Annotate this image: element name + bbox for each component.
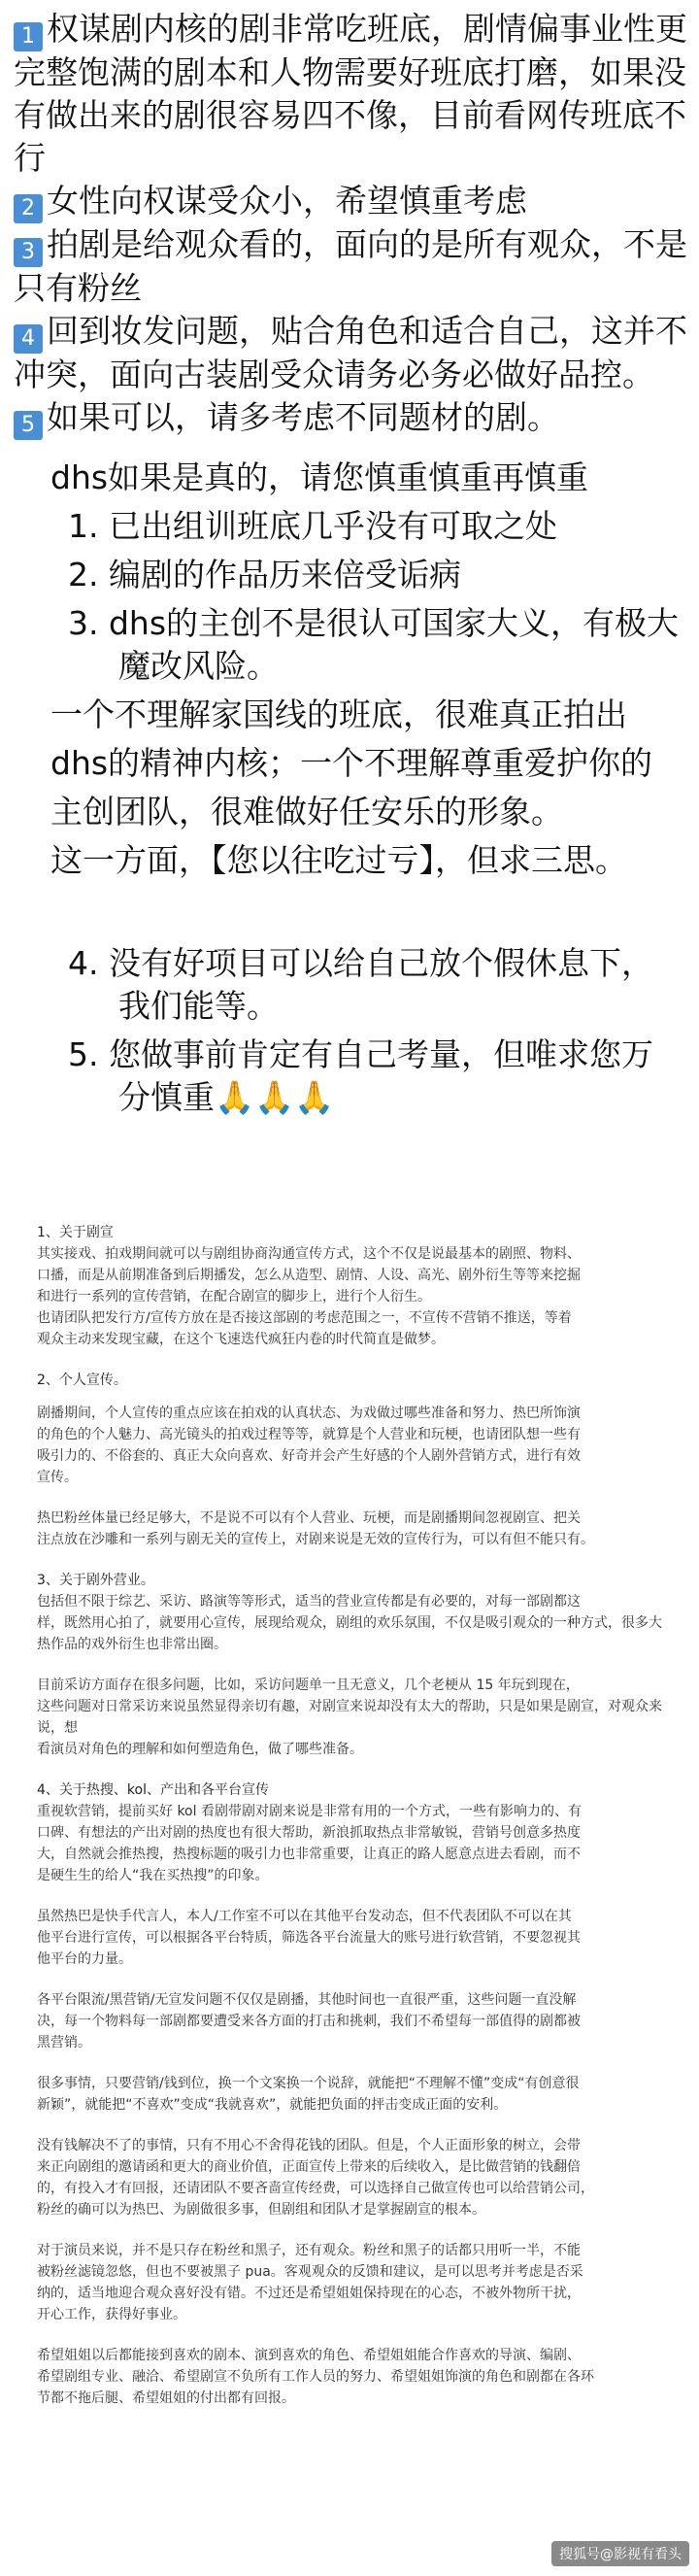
note-item-5 (14, 396, 689, 440)
text-line: 宣传。 (37, 1470, 78, 1485)
text-line: 对于演员来说，并不是只存在粉丝和黑子，还有观众。粉丝和黑子的话都只用听一半，不能 (37, 2243, 581, 2258)
list-item-4: 4. 没有好项目可以给自己放个假休息下， (68, 944, 653, 982)
note-text: 女性向权谋受众小，希望慎重考虑 (47, 182, 527, 220)
note-item-3 (14, 223, 689, 310)
text-line: 剧播期间，个人宣传的重点应该在拍戏的认真状态、为戏做过哪些准备和努力、热巴所饰演 (37, 1406, 581, 1421)
text-line: 重视软营销，提前买好 kol 看剧带剧对剧来说是非常有用的一个方式，一些有影响力的、有 (37, 1804, 582, 1819)
text-line: 决，每一个物料每一部剧都要遭受来各方面的打击和挑刺，我们不希望每一部值得的剧都被 (37, 2014, 581, 2029)
list-item-4-cont: 我们能等。 (118, 987, 279, 1025)
list-item-3-cont: 魔改风险。 (118, 647, 279, 685)
text-line: 希望剧组专业、融洽、希望剧宣不负所有工作人员的努力、希望姐姐饰演的角色和剧都在各环 (37, 2369, 594, 2385)
note-text: 如果可以，请多考虑不同题材的剧。 (47, 398, 559, 436)
number-1-badge: 1 (14, 22, 43, 51)
article (37, 1222, 668, 2409)
text-line: 来正向剧组的邀请函和更大的商业价值，正面宣传上带来的后续收入，是比做营销的钱翻倍 (37, 2159, 581, 2175)
note-text: 拍剧是给观众看的，面向的是所有观众，不是只有粉丝 (14, 225, 687, 307)
text-line: 样，既然用心拍了，就要用心宣传，展现给观众，剧组的欢乐氛围，不仅是吸引观众的一种方式，很多大 (37, 1615, 662, 1631)
list-item-5: 5. 您做事前肯定有自己考量，但唯求您万 (68, 1035, 653, 1073)
text-line: 很多事情，只要营销/钱到位，换一个文案换一个说辞，就能把“不理解不懂”变成“有创意很 (37, 2076, 580, 2091)
text-line: 也请团队把发行方/宣传方放在是否接这部剧的考虑范围之一，不宣传不营销不推送，等着 (37, 1310, 572, 1326)
text-line: 是硬生生的给人“我在买热搜”的印象。 (37, 1868, 269, 1883)
text-line: 大，自然就会推热搜，热搜标题的吸引力也非常重要，让真正的路人愿意点进去看剧，而不 (37, 1847, 581, 1862)
text-line: 目前采访方面存在很多问题，比如，采访问题单一且无意义，几个老梗从 15 年玩到现在， (37, 1678, 580, 1693)
text-line: 节都不拖后腿、希望姐姐的付出都有回报。 (37, 2390, 295, 2406)
note-item-4 (14, 310, 689, 396)
text-line: 希望姐姐以后都能接到喜欢的剧本、演到喜欢的角色、希望姐姐能合作喜欢的导演、编剧、 (37, 2348, 581, 2363)
paragraph-line: 一个不理解家国线的班底，很难真正拍出 (50, 695, 627, 733)
number-4-badge: 4 (14, 324, 43, 354)
section-heading: 3、关于剧外营业。 (37, 1573, 154, 1588)
text-line: 粉丝的确可以为热巴、为剧做很多事，但剧组和团队才是掌握剧宣的根本。 (37, 2202, 485, 2218)
text-line: 吸引力的、不俗套的、真正大众向喜欢、好奇并会产生好感的个人剧外营销方式，进行有效 (37, 1448, 581, 1464)
list-item-5-cont: 分慎重🙏🙏🙏 (118, 1078, 335, 1116)
text-line: 虽然热巴是快手代言人，本人/工作室不可以在其他平台发动态，但不代表团队不可以在其 (37, 1909, 572, 1924)
caution-line: 这一方面，【您以往吃过亏】，但求三思。 (50, 841, 627, 879)
text-line: 观众主动来发现宝藏，在这个飞速迭代疯狂内卷的时代简直是做梦。 (37, 1332, 445, 1347)
text-line: 热巴粉丝体量已经足够大，不是说不可以有个人营业、玩梗，而是剧播期间忽视剧宣、把关 (37, 1510, 581, 1526)
text-line: 热作品的戏外衍生也非常出圈。 (37, 1637, 227, 1652)
intro-line: dhs如果是真的，请您慎重慎重再慎重 (50, 458, 589, 496)
numbered-notes (14, 8, 689, 440)
note-text: 权谋剧内核的剧非常吃班底，剧情偏事业性更完整饱满的剧本和人物需要好班底打磨，如果没有做出来的剧很容易四不像，目前看网传班底不行 (14, 10, 687, 177)
text-line: 纳的，适当地迎合观众喜好没有错。不过还是希望姐姐保持现在的心态，不被外物所干扰， (37, 2286, 581, 2301)
section-heading: 2、个人宣传。 (37, 1373, 127, 1388)
list-item-1: 1. 已出组训班底几乎没有可取之处 (68, 507, 557, 545)
text-line: 的，有投入才有回报，还请团队不要吝啬宣传经费，可以选择自己做宣传也可以给营销公司， (37, 2181, 594, 2196)
text-line: 没有钱解决不了的事情，只有不用心不舍得花钱的团队。但是，个人正面形象的树立，会带 (37, 2138, 581, 2153)
dhs-notes (50, 457, 691, 1119)
text-line: 他平台的力量。 (37, 1951, 132, 1967)
text-line: 口播，而是从前期准备到后期播发，怎么从造型、剧情、人设、高光、剧外衍生等等来挖掘 (37, 1268, 581, 1283)
text-line: 黑营销。 (37, 2035, 91, 2051)
number-3-badge: 3 (14, 238, 43, 267)
list-item-2: 2. 编剧的作品历来倍受诟病 (68, 556, 461, 593)
text-line: 这些问题对日常采访来说虽然显得亲切有趣，对剧宣来说却没有太大的帮助，只是如果是剧宣，对观众来说，想 (37, 1699, 662, 1736)
text-line: 他平台进行宣传，可以根据各平台特质，筛选各平台流量大的账号进行软营销，不要忽视其 (37, 1930, 581, 1946)
section-heading: 4、关于热搜、kol、产出和各平台宣传 (37, 1782, 269, 1798)
text-line: 开心工作，获得好事业。 (37, 2307, 186, 2322)
text-line: 其实接戏、拍戏期间就可以与剧组协商沟通宣传方式，这个不仅是说最基本的剧照、物料、 (37, 1246, 581, 1262)
text-line: 注点放在沙雕和一系列与剧无关的宣传上，对剧来说是无效的宣传行为，可以有但不能只有。 (37, 1532, 594, 1547)
text-line: 新颖”，就能把“不喜欢”变成“我就喜欢”，就能把负面的抨击变成正面的安利。 (37, 2097, 508, 2113)
number-2-badge: 2 (14, 194, 43, 223)
text-line: 各平台限流/黑营销/无宣发问题不仅仅是剧播，其他时间也一直很严重，这些问题一直没解 (37, 1992, 577, 2008)
number-5-badge: 5 (14, 411, 43, 440)
note-item-2 (14, 180, 689, 223)
text-line: 被粉丝滤镜忽悠，但也不要被黑子 pua。客观观众的反馈和建议，是可以思考并考虑是否采 (37, 2264, 583, 2280)
list-item-3: 3. dhs的主创不是很认可国家大义，有极大 (68, 604, 680, 642)
text-line: 和进行一系列的宣传营销，在配合剧宣的脚步上，进行个人衍生。 (37, 1289, 431, 1305)
section-heading: 1、关于剧宣 (37, 1225, 114, 1240)
text-line: 口碑、有想法的产出对剧的热度也有很大帮助，新浪抓取热点非常敏锐，营销号创意多热度 (37, 1825, 581, 1841)
note-item-1 (14, 8, 689, 180)
watermark: 搜狐号@影视有看头 (551, 2541, 689, 2566)
paragraph-line: 主创团队，很难做好任安乐的形象。 (50, 793, 563, 830)
text-line: 看演员对角色的理解和如何塑造角色，做了哪些准备。 (37, 1742, 363, 1757)
text-line: 的角色的个人魅力、高光镜头的拍戏过程等等，就算是个人营业和玩梗，也请团队想一些有 (37, 1427, 581, 1442)
text-line: 包括但不限于综艺、采访、路演等等形式，适当的营业宣传都是有必要的，对每一部剧都这 (37, 1594, 581, 1610)
paragraph-line: dhs的精神内核；一个不理解尊重爱护你的 (50, 744, 653, 782)
note-text: 回到妆发问题，贴合角色和适合自己，这并不冲突，面向古装剧受众请务必务必做好品控。 (14, 312, 687, 393)
